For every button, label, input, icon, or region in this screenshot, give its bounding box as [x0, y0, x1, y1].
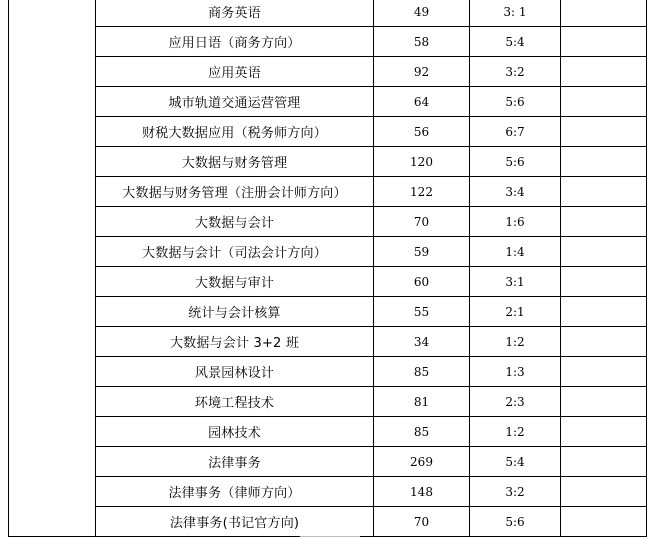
count-cell: 269: [374, 447, 470, 477]
count-cell: 60: [374, 267, 470, 297]
major-cell: 大数据与会计（司法会计方向）: [96, 237, 374, 267]
empty-cell: [561, 417, 647, 447]
table-row: [9, 117, 647, 147]
empty-cell: [561, 237, 647, 267]
empty-cell: [561, 267, 647, 297]
empty-cell: [561, 57, 647, 87]
ratio-cell: 2:3: [470, 387, 561, 417]
major-cell: 环境工程技术: [96, 387, 374, 417]
table-row: [9, 387, 647, 417]
table-row: [9, 507, 647, 537]
empty-cell: [561, 177, 647, 207]
empty-cell: [561, 207, 647, 237]
table-body: [9, 0, 647, 537]
major-cell: 风景园林设计: [96, 357, 374, 387]
empty-cell: [561, 387, 647, 417]
count-cell: 92: [374, 57, 470, 87]
major-cell: 大数据与会计: [96, 207, 374, 237]
major-cell: 城市轨道交通运营管理: [96, 87, 374, 117]
table-row: [9, 267, 647, 297]
major-cell: 应用日语（商务方向）: [96, 27, 374, 57]
count-cell: 81: [374, 387, 470, 417]
ratio-cell: 3:4: [470, 177, 561, 207]
count-cell: 122: [374, 177, 470, 207]
count-cell: 58: [374, 27, 470, 57]
count-cell: 120: [374, 147, 470, 177]
ratio-cell: 1:2: [470, 417, 561, 447]
count-cell: 70: [374, 507, 470, 537]
table-row: [9, 207, 647, 237]
table-row: [9, 297, 647, 327]
enrollment-table: [8, 0, 647, 537]
major-cell: 大数据与财务管理（注册会计师方向）: [96, 177, 374, 207]
ratio-cell: 3:1: [470, 267, 561, 297]
major-cell: 园林技术: [96, 417, 374, 447]
major-cell: 大数据与会计 3+2 班: [96, 327, 374, 357]
empty-cell: [561, 147, 647, 177]
empty-cell: [561, 447, 647, 477]
ratio-cell: 3:2: [470, 477, 561, 507]
count-cell: 56: [374, 117, 470, 147]
major-cell: 大数据与财务管理: [96, 147, 374, 177]
empty-cell: [561, 297, 647, 327]
count-cell: 34: [374, 327, 470, 357]
ratio-cell: 3: 1: [470, 0, 561, 27]
empty-cell: [561, 327, 647, 357]
table-row: [9, 327, 647, 357]
table-row: [9, 27, 647, 57]
page-edge-mark: [300, 536, 360, 537]
count-cell: 49: [374, 0, 470, 27]
ratio-cell: 1:6: [470, 207, 561, 237]
ratio-cell: 6:7: [470, 117, 561, 147]
empty-cell: [561, 87, 647, 117]
empty-cell: [561, 507, 647, 537]
count-cell: 148: [374, 477, 470, 507]
table-row: [9, 237, 647, 267]
table-row: [9, 87, 647, 117]
ratio-cell: 5:4: [470, 447, 561, 477]
table-row: [9, 0, 647, 27]
empty-cell: [561, 0, 647, 27]
major-cell: 大数据与审计: [96, 267, 374, 297]
major-cell: 法律事务（律师方向）: [96, 477, 374, 507]
count-cell: 85: [374, 357, 470, 387]
major-cell: 财税大数据应用（税务师方向）: [96, 117, 374, 147]
major-cell: 应用英语: [96, 57, 374, 87]
table-row: [9, 57, 647, 87]
table-row: [9, 417, 647, 447]
table-row: [9, 357, 647, 387]
major-cell: 统计与会计核算: [96, 297, 374, 327]
ratio-cell: 5:6: [470, 87, 561, 117]
count-cell: 70: [374, 207, 470, 237]
ratio-cell: 1:3: [470, 357, 561, 387]
empty-cell: [561, 477, 647, 507]
ratio-cell: 1:2: [470, 327, 561, 357]
major-cell: 商务英语: [96, 0, 374, 27]
department-group-cell: [9, 0, 96, 537]
major-cell: 法律事务: [96, 447, 374, 477]
count-cell: 55: [374, 297, 470, 327]
ratio-cell: 5:6: [470, 507, 561, 537]
major-cell: 法律事务(书记官方向): [96, 507, 374, 537]
table-row: [9, 447, 647, 477]
count-cell: 59: [374, 237, 470, 267]
count-cell: 64: [374, 87, 470, 117]
ratio-cell: 1:4: [470, 237, 561, 267]
ratio-cell: 2:1: [470, 297, 561, 327]
table-row: [9, 177, 647, 207]
empty-cell: [561, 117, 647, 147]
ratio-cell: 5:6: [470, 147, 561, 177]
table-row: [9, 477, 647, 507]
table-row: [9, 147, 647, 177]
empty-cell: [561, 27, 647, 57]
ratio-cell: 5:4: [470, 27, 561, 57]
empty-cell: [561, 357, 647, 387]
ratio-cell: 3:2: [470, 57, 561, 87]
count-cell: 85: [374, 417, 470, 447]
